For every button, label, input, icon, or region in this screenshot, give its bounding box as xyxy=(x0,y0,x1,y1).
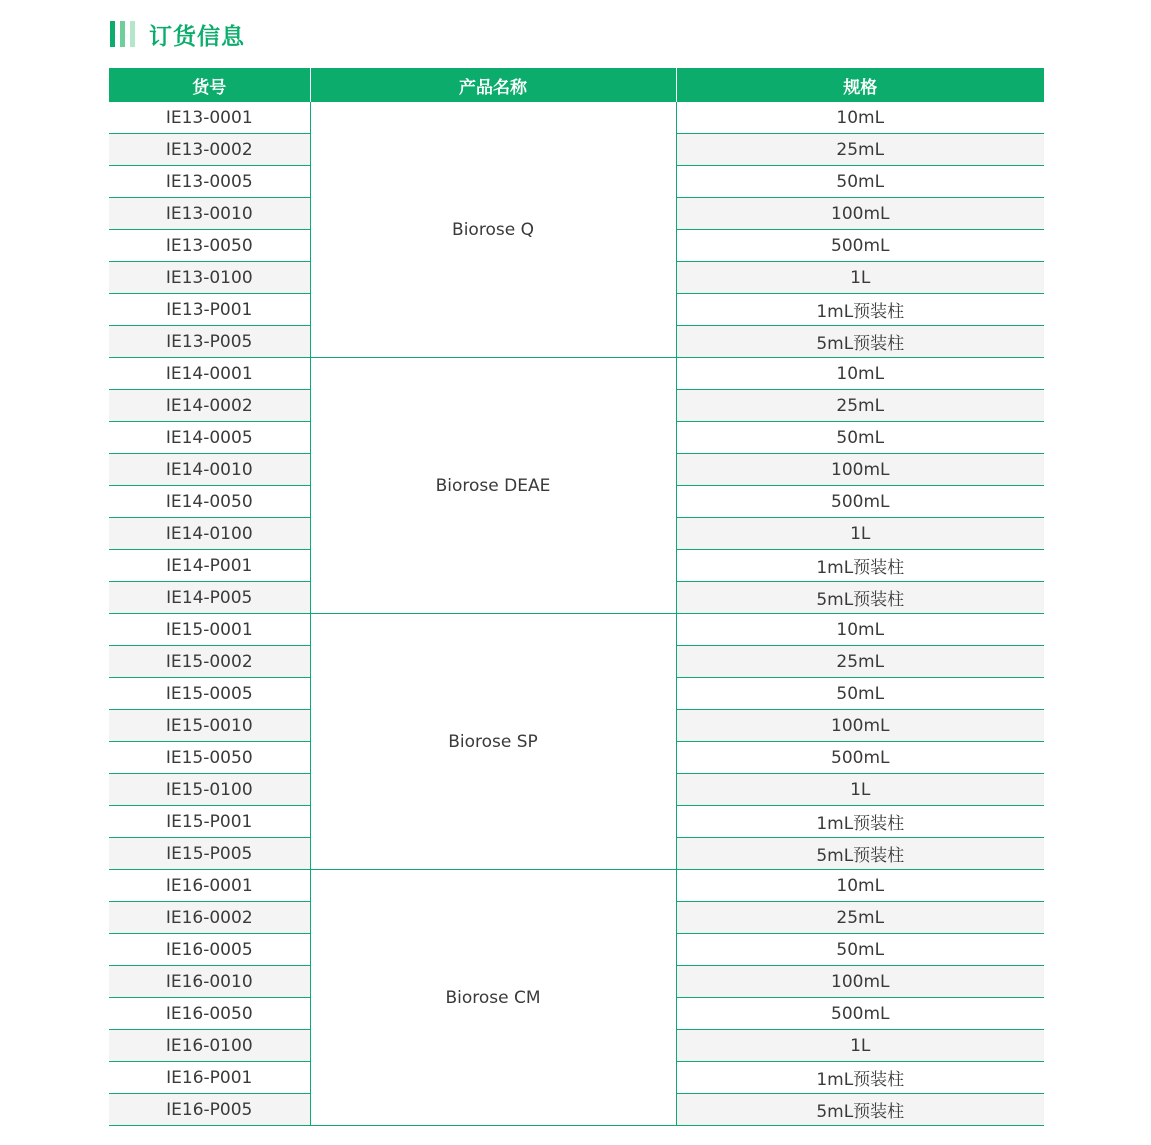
sku-cell: IE13-P001 xyxy=(109,294,310,326)
spec-cell: 500mL xyxy=(676,486,1044,518)
sku-cell: IE13-P005 xyxy=(109,326,310,358)
sku-cell: IE16-0005 xyxy=(109,934,310,966)
sku-cell: IE15-0050 xyxy=(109,742,310,774)
sku-cell: IE15-P001 xyxy=(109,806,310,838)
spec-cell: 25mL xyxy=(676,902,1044,934)
spec-cell: 1mL预装柱 xyxy=(676,294,1044,326)
sku-cell: IE13-0002 xyxy=(109,134,310,166)
sku-cell: IE16-0010 xyxy=(109,966,310,998)
sku-cell: IE14-0050 xyxy=(109,486,310,518)
sku-cell: IE14-0100 xyxy=(109,518,310,550)
table-row xyxy=(109,358,1044,390)
spec-cell: 25mL xyxy=(676,646,1044,678)
spec-cell: 1L xyxy=(676,774,1044,806)
spec-cell: 50mL xyxy=(676,678,1044,710)
sku-cell: IE16-0001 xyxy=(109,870,310,902)
spec-cell: 10mL xyxy=(676,102,1044,134)
ordering-table xyxy=(109,68,1044,1126)
product-name-cell: Biorose CM xyxy=(310,870,676,1126)
sku-cell: IE16-0002 xyxy=(109,902,310,934)
sku-cell: IE16-0050 xyxy=(109,998,310,1030)
spec-cell: 1L xyxy=(676,518,1044,550)
table-row xyxy=(109,102,1044,134)
sku-cell: IE14-0005 xyxy=(109,422,310,454)
table-header-row xyxy=(109,68,1044,102)
spec-cell: 5mL预装柱 xyxy=(676,326,1044,358)
spec-cell: 500mL xyxy=(676,230,1044,262)
spec-cell: 5mL预装柱 xyxy=(676,582,1044,614)
spec-cell: 50mL xyxy=(676,934,1044,966)
sku-cell: IE15-0001 xyxy=(109,614,310,646)
table-row xyxy=(109,614,1044,646)
spec-cell: 1mL预装柱 xyxy=(676,550,1044,582)
section-header xyxy=(110,14,245,54)
sku-cell: IE14-0002 xyxy=(109,390,310,422)
column-header-spec: 规格 xyxy=(676,68,1044,102)
spec-cell: 500mL xyxy=(676,742,1044,774)
table-row xyxy=(109,870,1044,902)
product-name-cell: Biorose SP xyxy=(310,614,676,870)
column-header-product-name: 产品名称 xyxy=(310,68,676,102)
sku-cell: IE14-0010 xyxy=(109,454,310,486)
spec-cell: 100mL xyxy=(676,198,1044,230)
sku-cell: IE13-0001 xyxy=(109,102,310,134)
sku-cell: IE13-0100 xyxy=(109,262,310,294)
spec-cell: 100mL xyxy=(676,710,1044,742)
sku-cell: IE15-0002 xyxy=(109,646,310,678)
sku-cell: IE15-0005 xyxy=(109,678,310,710)
spec-cell: 10mL xyxy=(676,358,1044,390)
spec-cell: 500mL xyxy=(676,998,1044,1030)
spec-cell: 1mL预装柱 xyxy=(676,806,1044,838)
title-bars-icon xyxy=(110,21,135,47)
column-header-sku: 货号 xyxy=(109,68,310,102)
spec-cell: 1L xyxy=(676,1030,1044,1062)
sku-cell: IE16-0100 xyxy=(109,1030,310,1062)
spec-cell: 5mL预装柱 xyxy=(676,838,1044,870)
sku-cell: IE14-P001 xyxy=(109,550,310,582)
product-name-cell: Biorose DEAE xyxy=(310,358,676,614)
product-name-cell: Biorose Q xyxy=(310,102,676,358)
sku-cell: IE15-0010 xyxy=(109,710,310,742)
spec-cell: 25mL xyxy=(676,134,1044,166)
spec-cell: 100mL xyxy=(676,966,1044,998)
sku-cell: IE13-0050 xyxy=(109,230,310,262)
spec-cell: 1L xyxy=(676,262,1044,294)
spec-cell: 10mL xyxy=(676,614,1044,646)
sku-cell: IE16-P005 xyxy=(109,1094,310,1126)
sku-cell: IE13-0010 xyxy=(109,198,310,230)
spec-cell: 50mL xyxy=(676,166,1044,198)
sku-cell: IE16-P001 xyxy=(109,1062,310,1094)
sku-cell: IE14-P005 xyxy=(109,582,310,614)
sku-cell: IE14-0001 xyxy=(109,358,310,390)
sku-cell: IE13-0005 xyxy=(109,166,310,198)
sku-cell: IE15-P005 xyxy=(109,838,310,870)
spec-cell: 50mL xyxy=(676,422,1044,454)
spec-cell: 10mL xyxy=(676,870,1044,902)
page-title: 订货信息 xyxy=(149,23,245,50)
spec-cell: 1mL预装柱 xyxy=(676,1062,1044,1094)
table-body xyxy=(109,102,1044,1126)
spec-cell: 100mL xyxy=(676,454,1044,486)
spec-cell: 25mL xyxy=(676,390,1044,422)
spec-cell: 5mL预装柱 xyxy=(676,1094,1044,1126)
sku-cell: IE15-0100 xyxy=(109,774,310,806)
